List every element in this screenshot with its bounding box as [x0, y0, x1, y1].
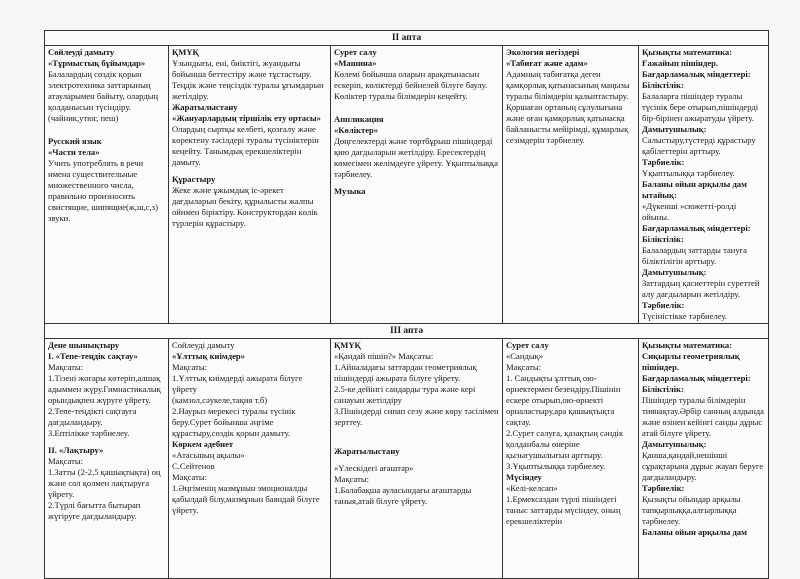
w3c5-title: Қызықты математика: — [642, 340, 733, 351]
w2c5-goals: Бағдарламалық міндеттері: — [642, 69, 751, 80]
w2c1-title: Сөйлеуді дамыту — [48, 47, 115, 58]
w3c1-goal: Мақсаты: — [48, 362, 84, 373]
w2c1-text: Балалардың сөздік қорын электротехника заттарының атауларымен байыту, олардың қолданысын түсіндіру. (чайник,утюг, пеш) — [48, 69, 159, 124]
week2-header: II апта — [45, 31, 769, 46]
w3c2-goal2: Мақсаты: — [172, 472, 208, 483]
w3c2-goal: Мақсаты: — [172, 362, 208, 373]
w3c2-title: Сөйлеуді дамыту — [172, 340, 235, 351]
w3c3-goal2: Мақсаты: — [334, 474, 370, 485]
w3c4-text2: 1.Ермексаздан түрлі пішіндегі таныс заттарды мүсіндеу, оның ерекшеліктерін — [506, 494, 621, 527]
w2c5-game-name: «Дүкенші »сюжетті-ролді ойыны. — [642, 201, 737, 223]
w3c1-text2: 1.Затты (2-2,5 қашықтықта) оң және сол қолмен лақтыруға үйрету. 2.Түрлі бағытта бытырап жүгіруге дағдыландыру. — [48, 467, 161, 522]
w2c5-goals2: Бағдарламалық міндеттері: — [642, 223, 751, 234]
w2c2-text1: Ұзындығы, ені, биіктігі, жуандығы бойынша беттестіру және тұстастыру. Теңдік және теңсіздік туралы ұғымдарын жетілдіру. — [172, 58, 324, 102]
week2-col2 — [169, 46, 331, 324]
w2c4-title: Экология негіздері — [506, 47, 580, 58]
w2c5-t4: Балалардың заттарды тануға біліктілігін арттыру. — [642, 245, 747, 267]
w2c5-t2: Салыстыру,түстерді құрастыру қабілеттерін арттыру. — [642, 135, 756, 157]
w2c2-subtitle2: «Жануарлардың тіршілік ету ортасы» — [172, 113, 321, 124]
w2c5-subtitle: Ғажайып пішіндер. — [642, 58, 719, 69]
w3c5-t2: Қанша,қандай,нешінші сұрақтарына дұрыс жауап беруге дағдыландыру. — [642, 450, 764, 483]
week3-col2 — [169, 339, 331, 579]
w3c5-game: Баланы ойын арқылы дам — [642, 527, 747, 538]
w2c4-text: Адамның табиғатқа деген қамқорлық қатынасының маңызы туралы білімдерін қалыптастыру. Қоршаған ортаның сұлулығына және оған қамқорлық қатынасқа байланысты мейірімді, құмарлық сезімдерін тәрбиелеу. — [506, 69, 630, 146]
week3-header: III апта — [45, 324, 769, 339]
w3c5-l3: Тәрбиелік: — [642, 483, 685, 494]
w2c5-l5: Дамытушылық: — [642, 267, 707, 278]
w3c2-subtitle: «Ұлттық киімдер» — [172, 351, 245, 362]
w2c5-t6: Түсіністікке тәрбиелеу. — [642, 311, 727, 322]
w3c2-author: С.Сейтенов — [172, 461, 215, 472]
w2c2-text2: Олардың сыртқы келбеті, қозғалу және көректену тәсілдері туралы түсініктерін кеңейту. Танымдық ерекшеліктерін дамыту. — [172, 124, 319, 168]
w3c3-subtitle: «Қандай пішін?» Мақсаты: — [334, 351, 434, 362]
w3c4-title2: Мүсіндеу — [506, 472, 542, 483]
w2c1-ru-title: Русский язык — [48, 136, 102, 147]
w3c5-goals: Бағдарламалық міндеттері: — [642, 373, 751, 384]
w3c2-text: 1.Ұлттық киімдерді ажырата білуге үйрету (камзол,сәукеле,тақия т.б) 2.Наурыз мерекесі туралы түсінік беру.Сурет бойынша әңгіме құрастыру,сөздік қорын дамыту. — [172, 373, 303, 439]
week2-col3 — [331, 46, 503, 324]
w2c5-game: Баланы ойын арқылы дам ытайық: — [642, 179, 747, 201]
w3c1-sub1: I. «Тепе-теңдік сақтау» — [48, 351, 138, 362]
w3c4-title: Сурет салу — [506, 340, 549, 351]
plan-sheet — [44, 30, 768, 577]
w2c5-t3: Ұқыптылыққа тәрбиелеу. — [642, 168, 735, 179]
w3c1-goal2: Мақсаты: — [48, 456, 84, 467]
w3c1-sub2: II. «Лақтыру» — [48, 445, 104, 456]
w3c4-subtitle2: «Келі-келсап» — [506, 483, 558, 494]
w2c3-text2: Дөңгелектерді және төртбұрыш пішіндерді қию дағдыларын жетілдіру. Ересектердің көмегімен желімдеуге үйрету. Ұқыптылыққа тәрбиелеу. — [334, 136, 498, 180]
week3-col4 — [503, 339, 639, 579]
week3-col1 — [45, 339, 169, 579]
w2c5-l6: Тәрбиелік: — [642, 300, 685, 311]
w2c2-title2: Жаратылыстану — [172, 102, 238, 113]
w2c2-title3: Құрастыру — [172, 174, 216, 185]
w2c2-text3: Жеке және ұжымдық іс-әрекет дағдыларын бекіту, құрылысты жалпы ойимен біріктіру. Конструктордан көлік түрлерін құрастыру. — [172, 185, 318, 229]
w3c4-subtitle: «Сандық» — [506, 351, 544, 362]
week2-col5 — [639, 46, 769, 324]
w2c2-title1: ҚМҮҚ — [172, 47, 199, 58]
week3-row — [45, 339, 769, 579]
w3c3-title2: Жаратылыстану — [334, 446, 400, 457]
w3c3-subtitle2: «Үлескідегі ағаштар» — [334, 463, 414, 474]
weekly-plan-table — [44, 30, 769, 579]
week3-header-row — [45, 324, 769, 339]
w3c2-text2: 1.Әңгіменің мазмұнын эмоционалды қабылдай білу,мазмұнын баяндай білуге үйрету. — [172, 483, 320, 516]
w2c3-title3: Музыка — [334, 186, 366, 197]
w2c1-ru-text: Учить употреблять в речи имена существительные множественного числа, правильно произносить свистящие, шипящие(ж,ш,с,з) звуки. — [48, 158, 158, 224]
w2c4-subtitle: «Табиғат және адам» — [506, 58, 588, 69]
w2c5-title: Қызықты математика: — [642, 47, 733, 58]
w2c1-ru-subtitle: «Части тела» — [48, 147, 100, 158]
w3c3-text2: 1.Балабақша ауласындағы ағаштарды таныя,атай білуге үйрету. — [334, 485, 472, 507]
w3c4-text: 1. Сандықты ұлттық ою-өрнектермен безендіру.Пішінін ескере отырып,ою-өрнекті орналастыру,ара қашықтықта сақтау. 2.Сурет салуға, қазақтың сәндік қолданбалы өнеріне қызығушылығын арттыру. 3.Ұқыптылыққа тәрбиелеу. — [506, 373, 624, 472]
week2-col1 — [45, 46, 169, 324]
w2c5-l3: Тәрбиелік: — [642, 157, 685, 168]
w3c2-subtitle2: «Атасының ақылы» — [172, 450, 245, 461]
w2c1-subtitle: «Тұрмыстық бұйымдар» — [48, 58, 146, 69]
w2c5-t5: Заттардың қасиеттерін суреттей алу дағдыларын жетілдіру. — [642, 278, 760, 300]
week2-header-row — [45, 31, 769, 46]
w3c4-goal: Мақсаты: — [506, 362, 542, 373]
w3c3-title: ҚМҮҚ — [334, 340, 361, 351]
w3c5-subtitle: Сиқырлы геометриялық пішіндер. — [642, 351, 740, 373]
w3c1-text1: 1.Тізені жоғары көтеріп,алшақ адыммен жүру.Гимнастикалық орындықпен жүруге үйрету. 2.Тепе-теңдікті сақтауға дағдыландыру. 3.Ептілікке тәрбиелеу. — [48, 373, 161, 439]
week3-col3 — [331, 339, 503, 579]
w2c5-l1: Біліктілік: — [642, 80, 684, 91]
w2c3-title1: Сурет салу — [334, 47, 377, 58]
w2c5-l2: Дамытушылық: — [642, 124, 707, 135]
w3c5-l2: Дамытушылық: — [642, 439, 707, 450]
w2c3-title2: Аппликация — [334, 114, 384, 125]
w3c2-title2: Көркем әдебиет — [172, 439, 234, 450]
w2c3-subtitle2: «Көліктер» — [334, 125, 379, 136]
w3c1-title: Дене шынықтыру — [48, 340, 120, 351]
w2c5-l4: Біліктілік: — [642, 234, 684, 245]
w3c5-t1: Пішіндер туралы білімдерін тиянақтау.Әрбір санның алдында және өзінен кейінгі санды дұрыс атай білуге үйрету. — [642, 395, 764, 439]
w2c3-text1: Көлемі бойынша оларын арақатынасын ескеріп, көліктерді бейнелей білуге баулу. Көліктер туралы білімдерін кеңейту. — [334, 69, 488, 102]
week2-col4 — [503, 46, 639, 324]
week3-col5 — [639, 339, 769, 579]
w3c5-t3: Қызықты ойындар арқылы тапқырлыққа,алғырлыққа тәрбиелеу. — [642, 494, 741, 527]
w3c5-l1: Біліктілік: — [642, 384, 684, 395]
w3c3-text: 1.Айналадағы заттардан геометриялық пішіндерді ажырата білуге үйрету. 2.5-ке дейінгі сандарды тура және кері санауын жетілдіру 3.Пішіндерді сипап сезу және көру тәсілімен зерттеу. — [334, 362, 499, 428]
w2c5-t1: Балаларға пішіндер туралы түсінік бере отырып,пішіндерді бір-бірінен ажыратуды үйрету. — [642, 91, 759, 124]
week2-row — [45, 46, 769, 324]
w2c3-subtitle1: «Машина» — [334, 58, 377, 69]
